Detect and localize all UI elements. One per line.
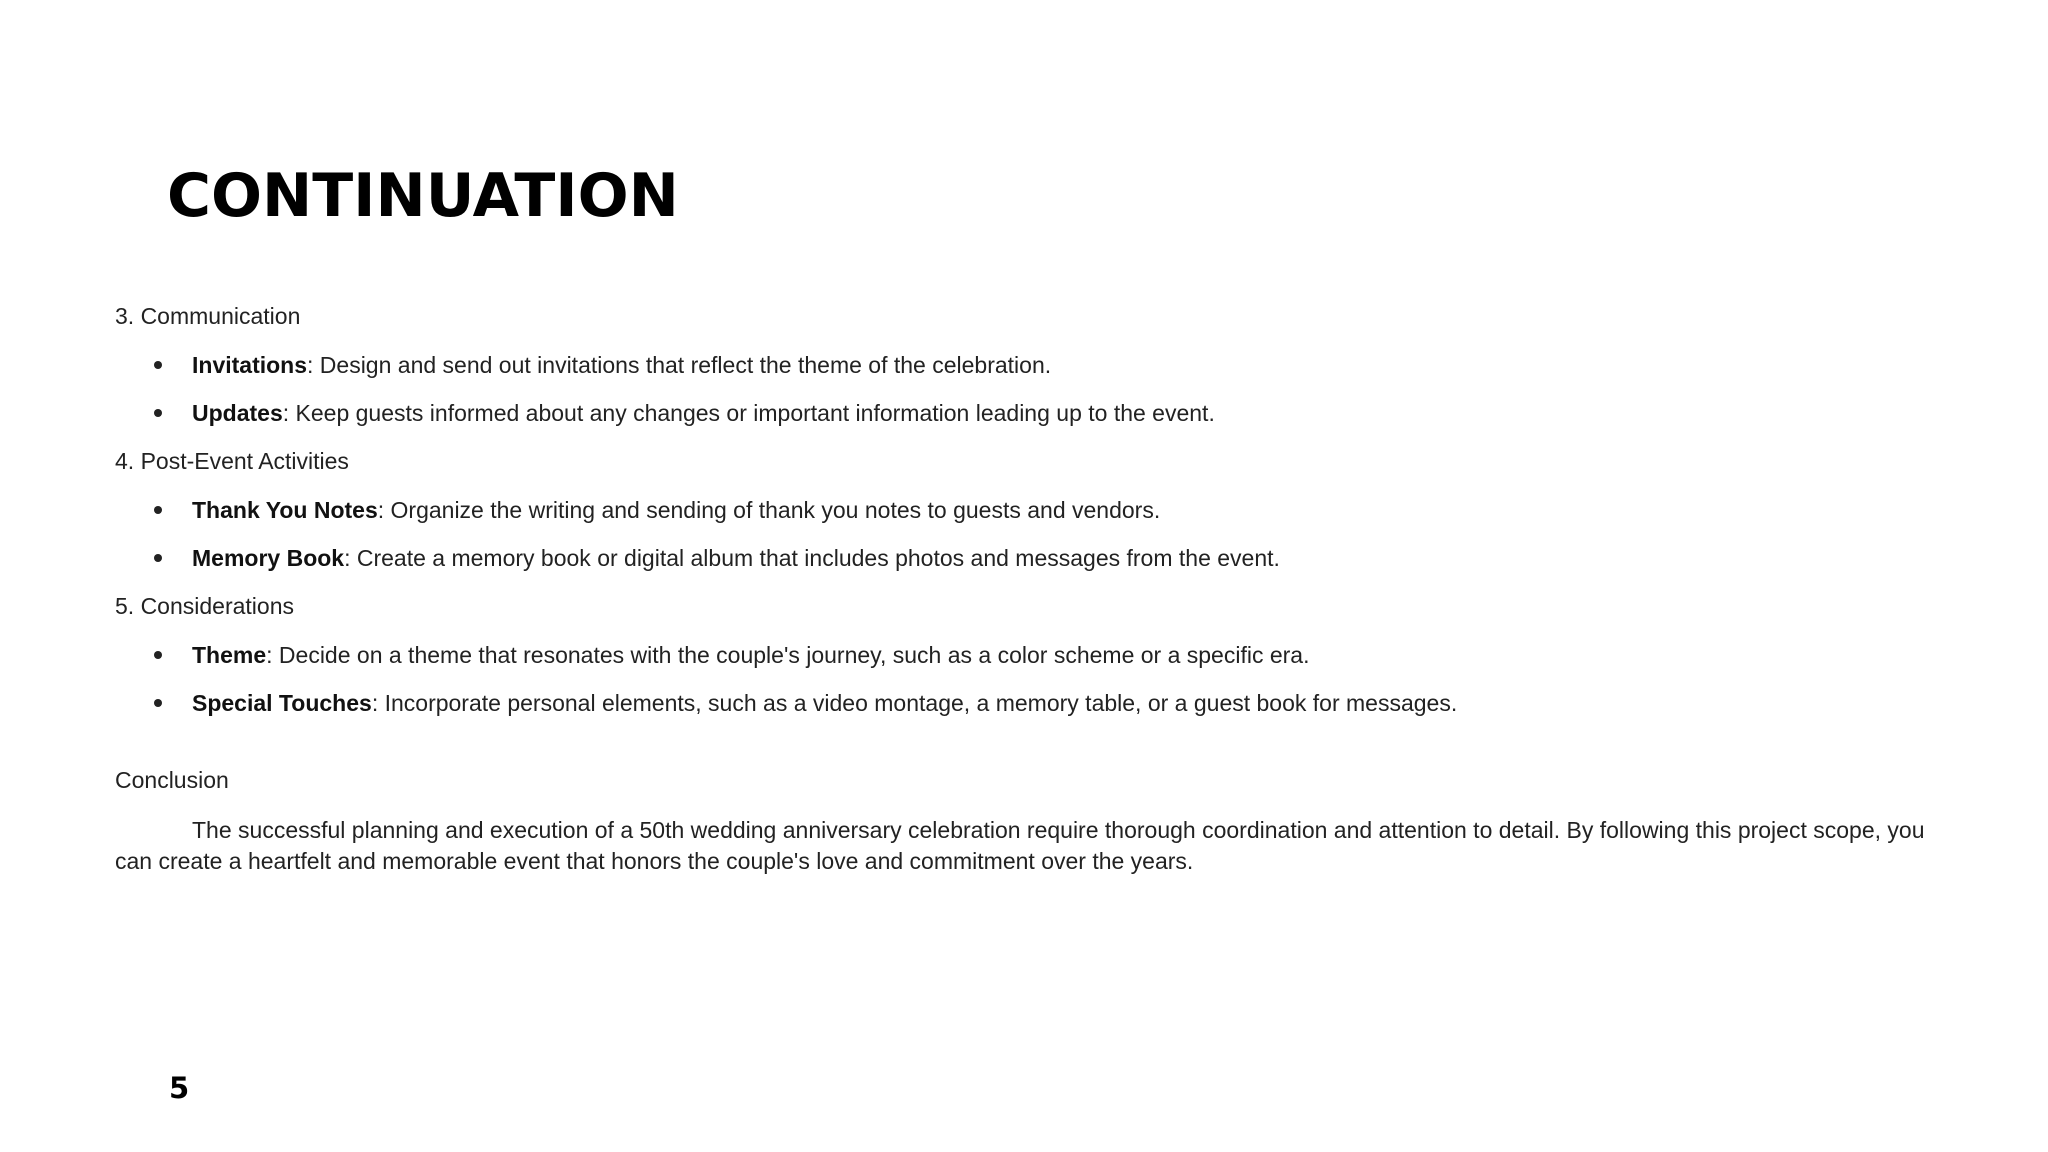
section-conclusion bbox=[115, 756, 1945, 877]
section-post-event-activities bbox=[115, 437, 1945, 582]
page-number: 5 bbox=[169, 1071, 190, 1105]
list-item bbox=[115, 486, 1945, 534]
bullet-text: : Decide on a theme that resonates with the couple's journey, such as a color scheme or a specific era. bbox=[266, 642, 1310, 668]
bullet-term: Theme bbox=[192, 642, 267, 668]
list-item bbox=[115, 631, 1945, 679]
section-heading: 3. Communication bbox=[115, 303, 301, 329]
section-considerations bbox=[115, 582, 1945, 727]
bullet-icon bbox=[154, 554, 162, 562]
list-item bbox=[115, 389, 1945, 437]
bullet-term: Invitations bbox=[192, 352, 308, 378]
page-title: CONTINUATION bbox=[167, 161, 679, 231]
spacer bbox=[115, 727, 1945, 756]
conclusion-heading: Conclusion bbox=[115, 767, 229, 793]
bullet-icon bbox=[154, 361, 162, 369]
bullet-term: Updates bbox=[192, 400, 283, 426]
bullet-text: : Organize the writing and sending of thank you notes to guests and vendors. bbox=[377, 497, 1161, 523]
list-item bbox=[115, 679, 1945, 727]
bullet-text: : Incorporate personal elements, such as a video montage, a memory table, or a guest book for messages. bbox=[371, 690, 1458, 716]
bullet-icon bbox=[154, 506, 162, 514]
bullet-term: Memory Book bbox=[192, 545, 345, 571]
conclusion-paragraph: The successful planning and execution of a 50th wedding anniversary celebration require thorough coordination and attention to detail. By following this project scope, you can create a heartfelt and memorable event that honors the couple's love and commitment over the years. bbox=[115, 817, 1925, 874]
section-heading: 5. Considerations bbox=[115, 593, 294, 619]
bullet-icon bbox=[154, 409, 162, 417]
document-body bbox=[115, 292, 1945, 877]
bullet-text: : Keep guests informed about any changes or important information leading up to the event. bbox=[282, 400, 1215, 426]
bullet-icon bbox=[154, 651, 162, 659]
bullet-term: Thank You Notes bbox=[192, 497, 378, 523]
section-communication bbox=[115, 292, 1945, 437]
list-item bbox=[115, 534, 1945, 582]
list-item bbox=[115, 341, 1945, 389]
bullet-text: : Design and send out invitations that reflect the theme of the celebration. bbox=[307, 352, 1052, 378]
bullet-icon bbox=[154, 699, 162, 707]
bullet-text: : Create a memory book or digital album that includes photos and messages from the event. bbox=[344, 545, 1280, 571]
section-heading: 4. Post-Event Activities bbox=[115, 448, 349, 474]
bullet-term: Special Touches bbox=[192, 690, 372, 716]
